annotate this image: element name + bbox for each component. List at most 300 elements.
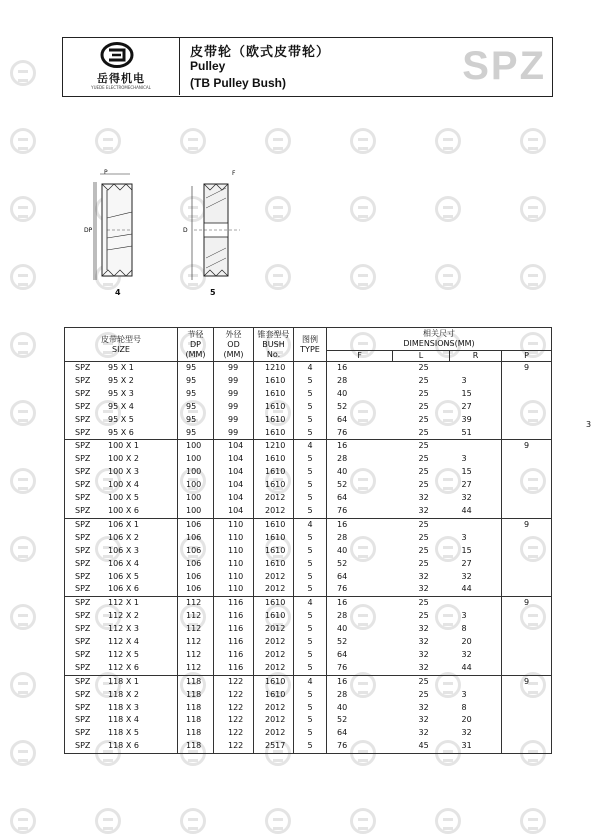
table-row	[65, 675, 552, 688]
cell-size-prefix: SPZ	[75, 363, 91, 372]
cell-bush: 2012	[254, 662, 294, 675]
pulley-type-4-drawing	[80, 168, 150, 298]
table-row	[65, 440, 552, 453]
watermark-logo-icon	[10, 60, 36, 86]
cell-bush: 1610	[254, 479, 294, 492]
cell-od: 122	[214, 727, 254, 740]
cell-type: 5	[294, 492, 327, 505]
cell-size	[65, 583, 178, 596]
cell-size	[65, 401, 178, 414]
cell-size-value: 118 X 1	[108, 676, 139, 686]
header-size-cn: 皮带轮型号	[101, 334, 141, 344]
cell-size-prefix: SPZ	[75, 598, 91, 608]
cell-l: 25	[418, 519, 429, 529]
cell-type: 5	[294, 388, 327, 401]
cell-l: 25	[418, 480, 429, 490]
cell-r: 32	[450, 492, 502, 505]
cell-od: 122	[214, 675, 254, 688]
cell-bush: 2012	[254, 492, 294, 505]
header-dp-unit: (MM)	[185, 349, 206, 359]
cell-l: 25	[418, 676, 429, 686]
cell-r: 27	[450, 558, 502, 571]
cell-dp: 112	[178, 636, 214, 649]
cell-size	[65, 740, 178, 753]
cell-r	[450, 440, 502, 453]
cell-size	[65, 610, 178, 623]
cell-dp: 100	[178, 466, 214, 479]
cell-size	[65, 388, 178, 401]
cell-f: 16	[327, 440, 393, 453]
table-row	[65, 362, 552, 375]
cell-f: 16	[327, 597, 393, 610]
cell-od: 122	[214, 740, 254, 753]
cell-l: 32	[393, 505, 450, 518]
cell-size	[65, 662, 178, 675]
cell-size	[65, 636, 178, 649]
cell-size-value: 95 X 3	[108, 388, 134, 398]
cell-size-value: 118 X 2	[108, 689, 139, 699]
cell-f: 52	[327, 558, 393, 571]
cell-dp: 118	[178, 702, 214, 715]
cell-dp: 100	[178, 479, 214, 492]
cell-dp: 106	[178, 518, 214, 531]
cell-l: 32	[418, 702, 429, 712]
header-dims-cn: 相关尺寸	[423, 329, 455, 338]
cell-type: 5	[294, 610, 327, 623]
series-code: SPZ	[462, 44, 546, 88]
cell-bush: 1610	[254, 610, 294, 623]
table-row	[65, 401, 552, 414]
table-row	[65, 545, 552, 558]
watermark-logo-icon	[520, 264, 546, 290]
cell-size	[65, 375, 178, 388]
cell-bush: 1610	[254, 689, 294, 702]
watermark-logo-icon	[265, 808, 291, 834]
watermark-logo-icon	[10, 536, 36, 562]
cell-f: 28	[327, 375, 393, 388]
cell-size-value: 118 X 4	[108, 715, 139, 725]
cell-size-value: 95 X 6	[108, 427, 134, 437]
cell-r: 3	[450, 375, 502, 388]
cell-size	[65, 479, 178, 492]
cell-od: 110	[214, 532, 254, 545]
cell-dp: 112	[178, 610, 214, 623]
svg-text:D: D	[183, 227, 188, 234]
table-row	[65, 610, 552, 623]
cell-l: 25	[418, 401, 429, 411]
cell-od: 116	[214, 623, 254, 636]
cell-dp: 100	[178, 440, 214, 453]
table-row	[65, 388, 552, 401]
cell-type: 5	[294, 466, 327, 479]
cell-l: 25	[418, 558, 429, 568]
cell-f: 28	[327, 453, 393, 466]
cell-l: 25	[418, 611, 429, 621]
watermark-logo-icon	[265, 264, 291, 290]
cell-f: 28	[327, 532, 393, 545]
cell-r: 3	[450, 453, 502, 466]
header-p: P	[502, 351, 552, 362]
cell-f: 28	[327, 610, 393, 623]
pulley-type-5-drawing	[180, 168, 260, 298]
table-row	[65, 453, 552, 466]
cell-od: 116	[214, 649, 254, 662]
cell-size	[65, 689, 178, 702]
cell-type: 5	[294, 479, 327, 492]
cell-l: 25	[418, 454, 429, 464]
cell-size	[65, 675, 178, 688]
cell-dp: 118	[178, 675, 214, 688]
cell-size-value: 112 X 4	[108, 637, 139, 647]
cell-od: 99	[214, 401, 254, 414]
cell-size-value: 118 X 3	[108, 702, 139, 712]
header-od-en: OD	[227, 339, 240, 349]
cell-f: 76	[327, 427, 393, 440]
cell-size-prefix: SPZ	[75, 493, 91, 503]
cell-bush: 1610	[254, 466, 294, 479]
cell-size-prefix: SPZ	[75, 611, 91, 621]
cell-size	[65, 453, 178, 466]
cell-l: 32	[418, 624, 429, 634]
cell-type: 5	[294, 714, 327, 727]
table-row	[65, 714, 552, 727]
watermark-logo-icon	[10, 808, 36, 834]
cell-size-prefix: SPZ	[75, 427, 91, 437]
cell-bush: 1610	[254, 401, 294, 414]
cell-r	[450, 362, 502, 375]
watermark-logo-icon	[10, 740, 36, 766]
header-bush-cn: 锥套型号	[257, 329, 290, 339]
cell-dp: 100	[178, 492, 214, 505]
cell-od: 110	[214, 518, 254, 531]
table-row	[65, 636, 552, 649]
cell-size	[65, 440, 178, 453]
cell-r: 8	[450, 702, 502, 715]
cell-r: 20	[450, 636, 502, 649]
header-dp-en: DP	[190, 339, 201, 349]
cell-size	[65, 427, 178, 440]
header-r: R	[450, 351, 502, 362]
header-dp-cn: 节径	[187, 329, 204, 339]
page-header	[62, 37, 553, 97]
cell-size-value: 100 X 1	[108, 441, 139, 451]
cell-f: 52	[327, 479, 393, 492]
cell-l: 32	[393, 662, 450, 675]
cell-f: 40	[327, 545, 393, 558]
cell-r: 32	[450, 571, 502, 584]
watermark-logo-icon	[10, 264, 36, 290]
cell-size-prefix: SPZ	[75, 689, 91, 699]
table-row	[65, 492, 552, 505]
cell-l: 32	[418, 715, 429, 725]
cell-r: 31	[450, 740, 502, 753]
spec-table	[64, 327, 552, 754]
cell-size-prefix: SPZ	[75, 558, 91, 568]
header-od	[214, 328, 254, 362]
header-size-en: SIZE	[112, 344, 130, 354]
cell-size-prefix: SPZ	[75, 649, 91, 659]
cell-size-prefix: SPZ	[75, 505, 91, 515]
cell-dp: 95	[178, 375, 214, 388]
cell-type: 4	[294, 362, 327, 375]
cell-l: 25	[393, 427, 450, 440]
cell-l: 25	[418, 441, 429, 451]
cell-type: 5	[294, 727, 327, 740]
cell-f: 64	[327, 727, 393, 740]
table-row	[65, 414, 552, 427]
cell-od: 116	[214, 636, 254, 649]
watermark-logo-icon	[10, 672, 36, 698]
cell-size	[65, 362, 178, 375]
cell-size-value: 112 X 5	[108, 649, 139, 659]
cell-size	[65, 714, 178, 727]
cell-bush: 2012	[254, 714, 294, 727]
cell-l: 32	[418, 649, 429, 659]
cell-p: 9	[502, 518, 552, 596]
cell-bush: 1610	[254, 597, 294, 610]
cell-r: 8	[450, 623, 502, 636]
cell-l: 25	[418, 363, 429, 372]
cell-f: 52	[327, 401, 393, 414]
figure-label-4: 4	[115, 288, 121, 297]
cell-r	[450, 518, 502, 531]
cell-size-prefix: SPZ	[75, 715, 91, 725]
cell-od: 122	[214, 714, 254, 727]
cell-bush: 1610	[254, 545, 294, 558]
cell-size-prefix: SPZ	[75, 441, 91, 451]
svg-text:DP: DP	[84, 227, 93, 234]
cell-od: 122	[214, 702, 254, 715]
cell-size-value: 95 X 4	[108, 401, 134, 411]
cell-size-value: 100 X 5	[108, 493, 139, 503]
header-type	[294, 328, 327, 362]
cell-f: 64	[327, 492, 393, 505]
cell-size	[65, 532, 178, 545]
cell-bush: 2012	[254, 623, 294, 636]
cell-dp: 106	[178, 545, 214, 558]
table-row	[65, 702, 552, 715]
cell-size-value: 100 X 6	[108, 505, 139, 515]
company-logo	[63, 38, 180, 95]
cell-p: 9	[502, 675, 552, 753]
dim-label-f: F	[232, 170, 236, 177]
cell-f: 64	[327, 649, 393, 662]
cell-bush: 1610	[254, 675, 294, 688]
cell-od: 110	[214, 545, 254, 558]
cell-dp: 95	[178, 427, 214, 440]
cell-dp: 118	[178, 727, 214, 740]
cell-od: 116	[214, 597, 254, 610]
cell-size-value: 100 X 4	[108, 480, 139, 490]
watermark-logo-icon	[350, 264, 376, 290]
cell-size-value: 112 X 6	[108, 662, 139, 672]
cell-dp: 95	[178, 401, 214, 414]
cell-size-value: 100 X 2	[108, 454, 139, 464]
cell-r: 32	[450, 727, 502, 740]
cell-size-prefix: SPZ	[75, 662, 91, 672]
page-number: 3	[586, 420, 592, 429]
cell-size-value: 106 X 4	[108, 558, 139, 568]
table-row	[65, 479, 552, 492]
cell-type: 5	[294, 558, 327, 571]
cell-od: 116	[214, 610, 254, 623]
cell-r: 3	[450, 532, 502, 545]
cell-f: 52	[327, 636, 393, 649]
cell-size	[65, 414, 178, 427]
cell-r: 27	[450, 401, 502, 414]
cell-size-value: 95 X 2	[108, 375, 134, 385]
figure-label-5: 5	[210, 288, 216, 297]
cell-type: 5	[294, 571, 327, 584]
cell-dp: 95	[178, 414, 214, 427]
table-row	[65, 623, 552, 636]
cell-size	[65, 571, 178, 584]
cell-type: 5	[294, 453, 327, 466]
cell-r: 44	[450, 583, 502, 596]
cell-dp: 118	[178, 714, 214, 727]
cell-size-prefix: SPZ	[75, 676, 91, 686]
cell-l: 25	[418, 598, 429, 608]
cell-l: 25	[418, 532, 429, 542]
cell-size	[65, 558, 178, 571]
cell-od: 104	[214, 505, 254, 518]
table-row	[65, 571, 552, 584]
cell-f: 76	[327, 740, 393, 753]
watermark-logo-icon	[520, 196, 546, 222]
cell-size-value: 106 X 3	[108, 545, 139, 555]
table-row	[65, 597, 552, 610]
watermark-logo-icon	[350, 808, 376, 834]
cell-type: 5	[294, 740, 327, 753]
table-body	[65, 362, 552, 754]
cell-r: 32	[450, 649, 502, 662]
cell-size	[65, 623, 178, 636]
header-od-cn: 外径	[225, 329, 242, 339]
cell-r: 44	[450, 505, 502, 518]
cell-l: 32	[418, 728, 429, 738]
cell-size-value: 106 X 1	[108, 519, 139, 529]
cell-l: 45	[393, 740, 450, 753]
title-subtitle: (TB Pulley Bush)	[190, 76, 287, 90]
header-dimensions	[327, 328, 552, 351]
cell-od: 116	[214, 662, 254, 675]
table-row	[65, 689, 552, 702]
cell-bush: 1610	[254, 427, 294, 440]
cell-type: 5	[294, 532, 327, 545]
cell-dp: 106	[178, 558, 214, 571]
header-l: L	[393, 351, 450, 362]
watermark-logo-icon	[95, 808, 121, 834]
cell-p: 9	[502, 597, 552, 675]
cell-dp: 118	[178, 740, 214, 753]
cell-bush: 1210	[254, 440, 294, 453]
cell-bush: 2012	[254, 727, 294, 740]
cell-bush: 1210	[254, 362, 294, 375]
cell-f: 16	[327, 518, 393, 531]
cell-size	[65, 702, 178, 715]
watermark-logo-icon	[265, 128, 291, 154]
cell-size	[65, 597, 178, 610]
cell-type: 5	[294, 505, 327, 518]
cell-r: 51	[450, 427, 502, 440]
cell-od: 104	[214, 479, 254, 492]
cell-size-prefix: SPZ	[75, 741, 91, 751]
cell-dp: 112	[178, 662, 214, 675]
watermark-logo-icon	[10, 468, 36, 494]
table-header	[65, 328, 552, 362]
logo-text: 岳得机电	[97, 72, 145, 85]
header-size	[65, 328, 178, 362]
cell-l: 32	[418, 637, 429, 647]
cell-f: 52	[327, 714, 393, 727]
header-f: F	[327, 351, 393, 362]
header-dims-en: DIMENSIONS(MM)	[403, 339, 475, 348]
watermark-logo-icon	[10, 196, 36, 222]
cell-size-prefix: SPZ	[75, 467, 91, 477]
cell-f: 64	[327, 414, 393, 427]
cell-size-prefix: SPZ	[75, 454, 91, 464]
cell-p: 9	[502, 362, 552, 440]
header-type-cn: 图例	[302, 334, 318, 344]
cell-type: 4	[294, 518, 327, 531]
watermark-logo-icon	[10, 400, 36, 426]
watermark-logo-icon	[180, 808, 206, 834]
cell-f: 76	[327, 505, 393, 518]
cell-size-value: 118 X 6	[108, 741, 139, 751]
cell-bush: 2012	[254, 702, 294, 715]
cell-l: 32	[393, 583, 450, 596]
header-bush-en: BUSH	[262, 339, 285, 349]
table-row	[65, 583, 552, 596]
cell-size-prefix: SPZ	[75, 584, 91, 594]
cell-r: 15	[450, 545, 502, 558]
cell-type: 5	[294, 375, 327, 388]
cell-size-prefix: SPZ	[75, 375, 91, 385]
watermark-logo-icon	[95, 128, 121, 154]
watermark-logo-icon	[435, 128, 461, 154]
table-row	[65, 558, 552, 571]
cell-l: 25	[418, 467, 429, 477]
cell-r: 3	[450, 610, 502, 623]
watermark-logo-icon	[435, 196, 461, 222]
cell-size-value: 112 X 1	[108, 598, 139, 608]
watermark-logo-icon	[10, 604, 36, 630]
cell-size-prefix: SPZ	[75, 728, 91, 738]
dim-label-p: P	[104, 169, 108, 176]
watermark-logo-icon	[520, 808, 546, 834]
cell-size-value: 100 X 3	[108, 467, 139, 477]
cell-type: 4	[294, 675, 327, 688]
cell-dp: 118	[178, 689, 214, 702]
cell-bush: 1610	[254, 453, 294, 466]
cell-type: 5	[294, 414, 327, 427]
cell-type: 5	[294, 545, 327, 558]
cell-dp: 112	[178, 649, 214, 662]
company-logo-icon	[100, 42, 134, 68]
cell-bush: 1610	[254, 518, 294, 531]
cell-size-prefix: SPZ	[75, 414, 91, 424]
cell-f: 40	[327, 466, 393, 479]
cell-p: 9	[502, 440, 552, 518]
cell-bush: 2517	[254, 740, 294, 753]
cell-size-prefix: SPZ	[75, 702, 91, 712]
cell-od: 110	[214, 558, 254, 571]
cell-l: 32	[418, 571, 429, 581]
cell-f: 76	[327, 662, 393, 675]
cell-size-value: 106 X 6	[108, 584, 139, 594]
cell-dp: 100	[178, 453, 214, 466]
cell-od: 104	[214, 440, 254, 453]
